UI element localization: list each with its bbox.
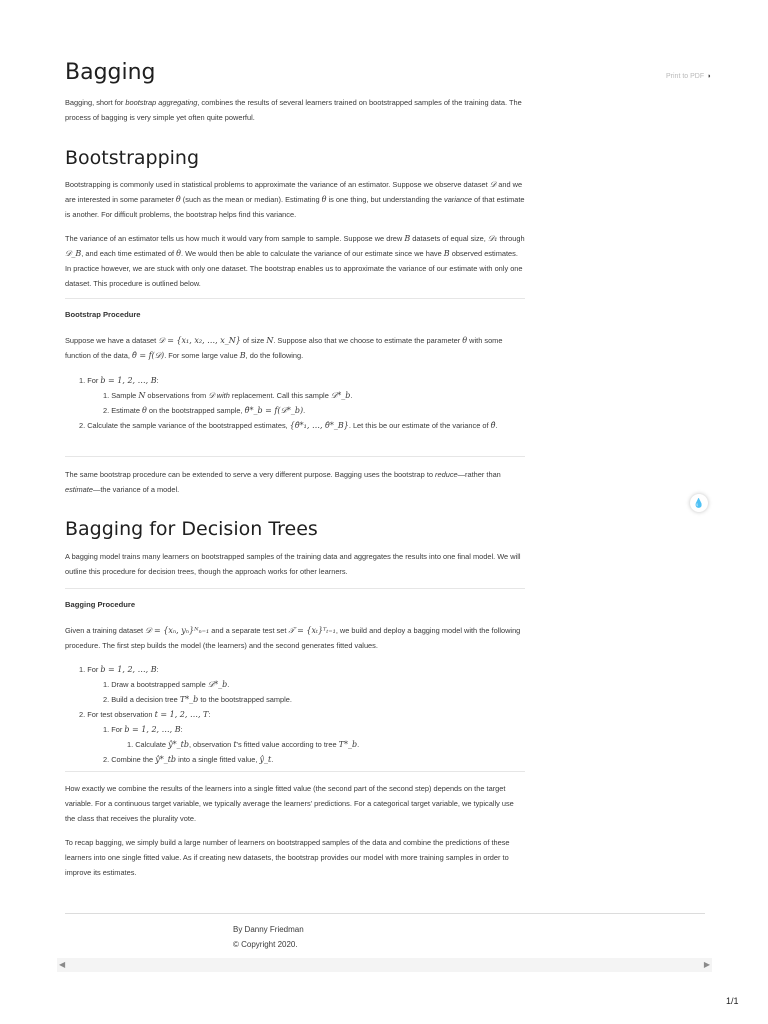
list-item: 2. Calculate the sample variance of the bootstrapped estimates, {θ̂*₁, …, θ̂*_B}. Let this be our estimate of the variance of θ̂. <box>79 421 498 430</box>
bootstrapping-paragraph-1: Bootstrapping is commonly used in statistical problems to approximate the variance of an estimator. Suppose we observe dataset 𝒟 and we are interested in some parameter θ (such as the mean or median). Estimating θ is one thing, but understanding the variance of that estimate is another. For difficult problems, the bootstrap helps find this variance. <box>65 180 525 219</box>
bagging-steps-list <box>79 662 525 767</box>
list-item: 2. Combine the ŷ*_tb into a single fitted value, ŷ_t. <box>103 755 274 764</box>
droplet-icon: 💧 <box>693 498 705 508</box>
list-item: 1. For b = 1, 2, …, B: <box>79 665 159 674</box>
bootstrap-procedure-title: Bootstrap Procedure <box>65 310 141 319</box>
list-item: 2. For test observation t = 1, 2, …, T: <box>79 710 211 719</box>
list-item: 1. For b = 1, 2, …, B: <box>79 376 159 385</box>
divider <box>65 456 525 457</box>
bootstrap-procedure-intro: Suppose we have a dataset 𝒟 = {x₁, x₂, …, x_N} of size N. Suppose also that we choose to estimate the parameter θ with some function of the data, θ̂ = f(𝒟). For some large value B, do the following. <box>65 336 503 360</box>
list-item: 2. Estimate θ on the bootstrapped sample, θ̂*_b = f(𝒟*_b). <box>103 406 306 415</box>
footer-author: By Danny Friedman <box>233 925 304 934</box>
bootstrapping-paragraph-2: The variance of an estimator tells us how much it would vary from sample to sample. Suppose we drew B datasets of equal size, 𝒟₁ through 𝒟_B, and each time estimated of θ. We would then be able to calculate the variance of our estimate since we have B observed estimates. In practice however, we are stuck with only one dataset. The bootstrap enables us to approximate the variance of our estimate with only one dataset. This procedure is outlined below. <box>65 234 525 288</box>
divider <box>65 298 525 299</box>
list-item: 1. Sample N observations from 𝒟 with replacement. Call this sample 𝒟*_b. <box>103 391 353 400</box>
assistant-droplet-button[interactable] <box>690 494 708 512</box>
page-number: 1/1 <box>726 996 739 1006</box>
page-title: Bagging <box>65 60 156 85</box>
print-to-pdf-button[interactable] <box>666 73 711 80</box>
horizontal-scrollbar[interactable] <box>57 958 712 972</box>
bootstrap-steps-list <box>79 373 525 433</box>
scroll-left-icon[interactable]: ◀ <box>59 960 66 969</box>
footer-divider <box>65 913 705 914</box>
intro-paragraph: Bagging, short for bootstrap aggregating, combines the results of several learners trained on bootstrapped samples of the training data. The process of bagging is very simple yet often quite powerful. <box>65 98 522 122</box>
section-heading-bagging-trees: Bagging for Decision Trees <box>65 518 318 540</box>
divider <box>65 588 525 589</box>
list-item: 1. Calculate ŷ*_tb, observation t's fitted value according to tree T*_b. <box>127 740 360 749</box>
scroll-right-icon[interactable]: ▶ <box>703 960 710 969</box>
list-item: 2. Build a decision tree T*_b to the bootstrapped sample. <box>103 695 292 704</box>
list-item: 1. For b = 1, 2, …, B: <box>103 725 183 734</box>
list-item: 1. Draw a bootstrapped sample 𝒟*_b. <box>103 680 230 689</box>
bagging-trees-paragraph-1: A bagging model trains many learners on bootstrapped samples of the training data and aggregates the results into one final model. We will outline this procedure for decision trees, though the approach works for other learners. <box>65 552 521 576</box>
bootstrapping-paragraph-3: The same bootstrap procedure can be extended to serve a very different purpose. Bagging uses the bootstrap to reduce—rather than estimate—the variance of a model. <box>65 470 501 494</box>
bagging-procedure-title: Bagging Procedure <box>65 600 136 609</box>
print-label: Print to PDF <box>666 73 705 80</box>
divider <box>65 771 525 772</box>
bagging-trees-paragraph-3: To recap bagging, we simply build a large number of learners on bootstrapped samples of the data and combine the predictions of these learners into one single fitted value. As if creating new datasets, the bootstrap provides our model with more training samples in order to improve its estimates. <box>65 838 510 877</box>
footer <box>233 922 304 952</box>
bagging-trees-paragraph-2: How exactly we combine the results of the learners into a single fitted value (the second part of the second step) depends on the target variable. For a continuous target variable, we typically average the learners' predictions. For a categorical target variable, we typically use the class that receives the plurality vote. <box>65 784 514 823</box>
section-heading-bootstrapping: Bootstrapping <box>65 147 200 169</box>
footer-copyright: © Copyright 2020. <box>233 940 298 949</box>
chevron-right-icon: ◗ <box>707 73 712 80</box>
bagging-procedure-intro: Given a training dataset 𝒟 = {xₙ, yₙ}ᴺₙ₌₁ and a separate test set 𝒯 = {xₜ}ᵀₜ₌₁, we build and deploy a bagging model with the following procedure. The first step builds the model (the learners) and the second generates fitted values. <box>65 626 521 650</box>
